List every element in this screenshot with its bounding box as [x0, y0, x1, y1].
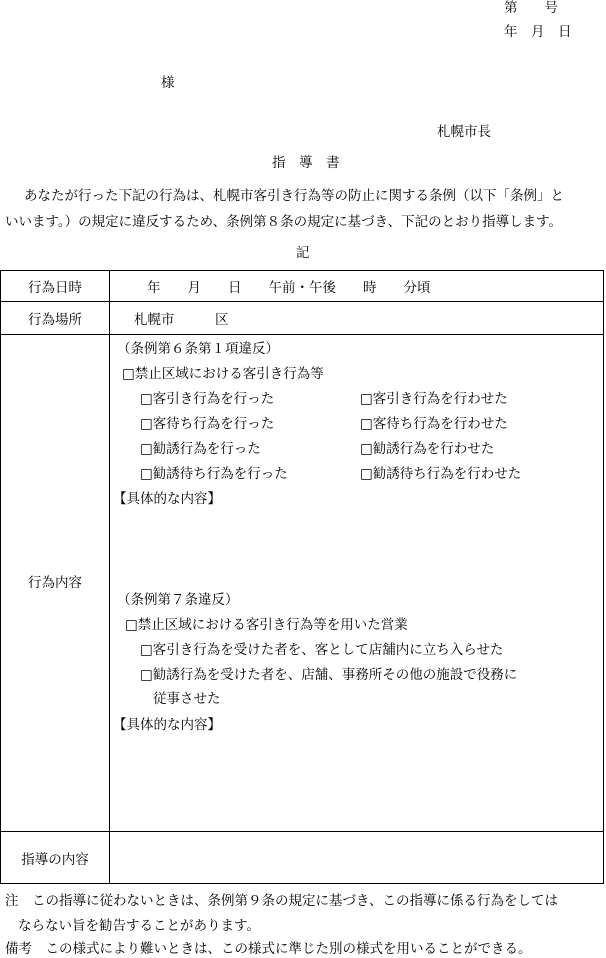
- place-label: 行為場所: [28, 312, 82, 328]
- document-number: 第 号: [504, 0, 558, 16]
- note-line-2: ならない旨を勧告することがあります。: [18, 918, 260, 934]
- art6-option-checkbox[interactable]: □勧誘待ち行為を行った: [140, 466, 288, 482]
- art6-option-checkbox[interactable]: □勧誘待ち行為を行わせた: [360, 466, 522, 482]
- datetime-label: 行為日時: [28, 280, 82, 296]
- form-table: [0, 270, 604, 884]
- remarks: 備考 この様式により難いときは、この様式に準じた別の様式を用いることができる。: [5, 941, 532, 957]
- place-value: 札幌市 区: [134, 312, 229, 328]
- datetime-value: 年 月 日 午前・午後 時 分頃: [147, 280, 431, 296]
- art6-detail-label: 【具体的な内容】: [113, 491, 221, 507]
- art6-heading: （条例第６条第１項違反）: [117, 341, 279, 357]
- issuer: 札幌市長: [437, 124, 491, 140]
- intro-line-2: いいます。）の規定に違反するため、条例第８条の規定に基づき、下記のとおり指導します。: [5, 214, 563, 230]
- art6-option-checkbox[interactable]: □勧誘行為を行った: [140, 441, 261, 457]
- row-divider: [1, 831, 603, 832]
- art7-category-checkbox[interactable]: □禁止区域における客引き行為等を用いた営業: [125, 617, 408, 633]
- art6-option-checkbox[interactable]: □勧誘行為を行わせた: [360, 441, 495, 457]
- art6-option-checkbox[interactable]: □客待ち行為を行わせた: [360, 416, 508, 432]
- art7-option-continuation: 従事させた: [153, 691, 221, 707]
- art6-option-checkbox[interactable]: □客引き行為を行った: [140, 391, 275, 407]
- column-divider: [109, 271, 110, 883]
- content-label: 行為内容: [28, 575, 82, 591]
- art6-category-checkbox[interactable]: □禁止区域における客引き行為等: [122, 366, 324, 382]
- intro-line-1: あなたが行った下記の行為は、札幌市客引き行為等の防止に関する条例（以下「条例」と: [24, 188, 564, 204]
- art7-detail-label: 【具体的な内容】: [113, 717, 221, 733]
- art7-heading: （条例第７条違反）: [117, 592, 239, 608]
- ki-heading: 記: [296, 245, 310, 261]
- art6-option-checkbox[interactable]: □客待ち行為を行った: [140, 416, 275, 432]
- document-title: 指 導 書: [272, 155, 340, 171]
- issue-date: 年 月 日: [504, 24, 572, 40]
- note-line-1: 注 この指導に従わないときは、条例第９条の規定に基づき、この指導に係る行為をしては: [5, 893, 558, 909]
- row-divider: [1, 301, 603, 302]
- art7-option-checkbox[interactable]: □客引き行為を受けた者を、客として店舗内に立ち入らせた: [140, 642, 504, 658]
- art7-option-checkbox[interactable]: □勧誘行為を受けた者を、店舗、事務所その他の施設で役務に: [140, 667, 518, 683]
- art6-option-checkbox[interactable]: □客引き行為を行わせた: [360, 391, 508, 407]
- row-divider: [1, 334, 603, 335]
- guidance-label: 指導の内容: [21, 852, 89, 868]
- addressee: 様: [161, 75, 175, 91]
